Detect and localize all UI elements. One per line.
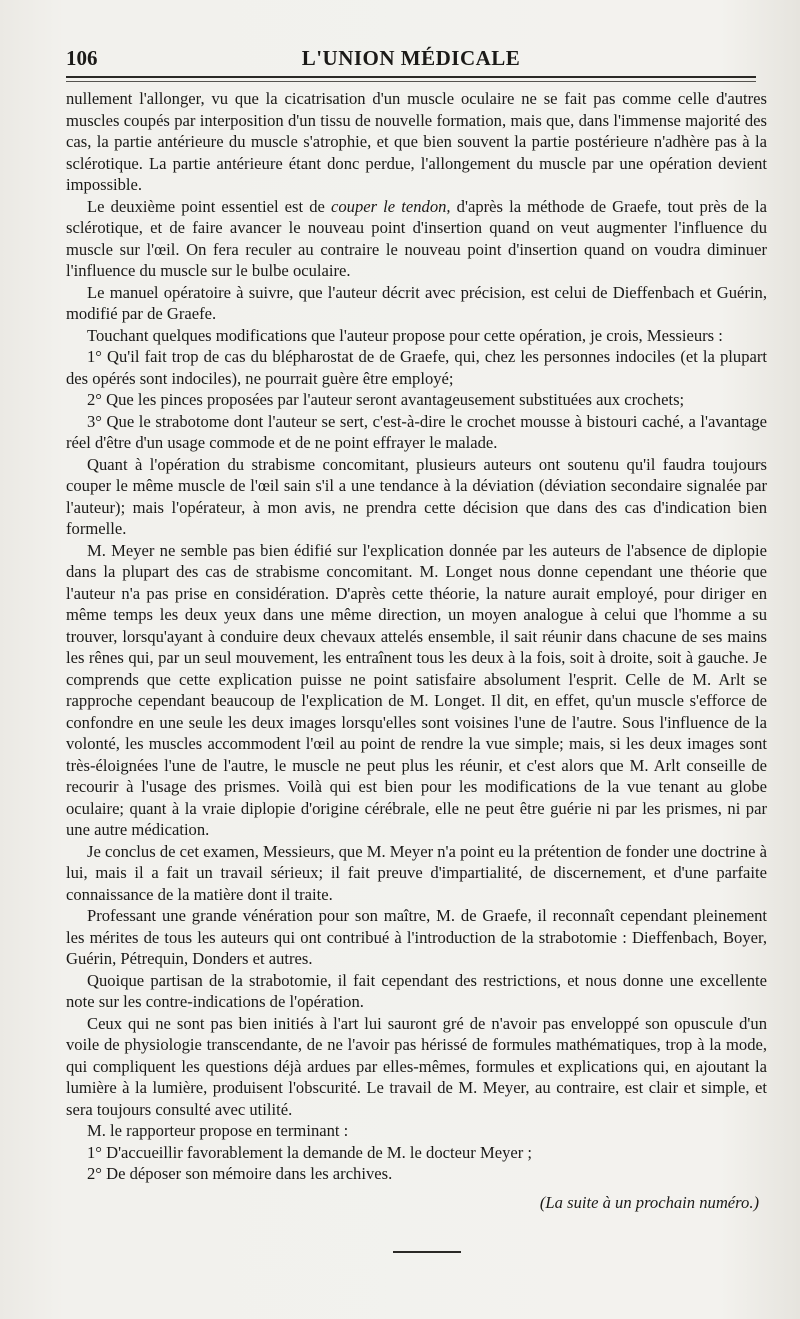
paragraph-text: d'après la méthode de Graefe, tout près de la sclérotique, et de faire avancer le nouveau point d'insertion quand on veut augmenter l'influence du muscle sur l'œil. On fera reculer au contraire le nouveau point d'insertion quand on voudra diminuer l'influence du muscle sur le bulbe oculaire. bbox=[66, 196, 767, 280]
paragraph: Le manuel opératoire à suivre, que l'auteur décrit avec précision, est celui de Dieffenbach et Guérin, modifié par de Graefe. bbox=[66, 282, 767, 323]
header-rule-thin bbox=[66, 81, 756, 82]
paragraph: M. le rapporteur propose en terminant : bbox=[87, 1121, 349, 1140]
list-item: 3° Que le strabotome dont l'auteur se sert, c'est-à-dire le crochet mousse à bistouri caché, a l'avantage réel d'être d'un usage commode et de ne point effrayer le malade. bbox=[66, 411, 767, 452]
paragraph bbox=[66, 196, 767, 282]
list-item: 1° Qu'il fait trop de cas du blépharostat de de Graefe, qui, chez les personnes indociles (et la plupart des opérés sont indociles), ne pourrait guère être employé; bbox=[66, 347, 767, 388]
paragraph-text: Le deuxième point essentiel est de bbox=[87, 196, 331, 216]
paragraph: Je conclus de cet examen, Messieurs, que M. Meyer n'a point eu la prétention de fonder une doctrine à lui, mais il a fait un travail sérieux; il fait preuve d'impartialité, de discernement, et d'une parfaite connaissance de la matière dont il traite. bbox=[66, 841, 767, 904]
emphasis-text: couper le tendon, bbox=[331, 196, 451, 216]
paragraph: Ceux qui ne sont pas bien initiés à l'art lui sauront gré de n'avoir pas enveloppé son opuscule d'un voile de physiologie transcendante, de ne l'avoir pas hérissé de formules mathématiques, trop à la mode, qui compliquent les questions déjà ardues par elles-mêmes, formules et explications qui, en ajoutant la lumière à la lumière, produisent l'obscurité. Le travail de M. Meyer, au contraire, est clair et simple, et sera toujours consulté avec utilité. bbox=[66, 1013, 767, 1119]
page-header bbox=[66, 44, 756, 74]
list-item: 1° D'accueillir favorablement la demande de M. le docteur Meyer ; bbox=[87, 1142, 533, 1162]
list-item: 2° De déposer son mémoire dans les archives. bbox=[87, 1164, 393, 1183]
list-item: 2° Que les pinces proposées par l'auteur seront avantageusement substituées aux crochets; bbox=[87, 390, 685, 409]
paragraph: Touchant quelques modifications que l'auteur propose pour cette opération, je crois, Messieurs : bbox=[87, 325, 723, 345]
footer-rule bbox=[393, 1251, 461, 1253]
paragraph: Quant à l'opération du strabisme concomitant, plusieurs auteurs ont soutenu qu'il faudra toujours couper le même muscle de l'œil sain s'il a une tendance à la déviation (déviation secondaire signalée par l'auteur); mais l'opérateur, à mon avis, ne prendra cette décision que dans des cas d'indication bien formelle. bbox=[66, 454, 767, 538]
running-head: L'UNION MÉDICALE bbox=[301, 46, 521, 70]
continuation-note: (La suite à un prochain numéro.) bbox=[539, 1192, 759, 1212]
paragraph: M. Meyer ne semble pas bien édifié sur l'explication donnée par les auteurs de l'absence de diplopie dans la plupart des cas de strabisme concomitant. M. Longet nous donne cependant une théorie que l'auteur n'a pas prise en considération. D'après cette théorie, la nature aurait employé, pour diriger en même temps les deux yeux dans une même direction, un moyen analogue à celui que l'homme a su trouver, lorsqu'ayant à conduire deux chevaux attelés ensemble, il sait réunir dans chacune de ses mains les rênes qui, par un seul mouvement, les entraînent tous les deux à la fois, soit à droite, soit à gauche. Je comprends que cette explication puisse ne point satisfaire absolument l'esprit. Celle de M. Arlt se rapproche cependant beaucoup de l'explication de M. Longet. Il dit, en effet, qu'un muscle s'efforce de confondre en une seule les deux images lorsqu'elles sont voisines l'une de l'autre. Sous l'influence de la volonté, les muscles accommodent l'œil au point de rendre la vue simple; mais, si les deux images sont très-éloignées l'une de l'autre, le muscle ne peut plus les réunir, et c'est alors que M. Arlt conseille de recourir à l'usage des prismes. Voilà qui est bien pour les modifications de la vue tenant au globe oculaire; quant à la vraie diplopie d'origine cérébrale, elle ne peut être guérie ni par les prismes, ni par une autre médication. bbox=[66, 540, 767, 839]
paragraph: Professant une grande vénération pour son maître, M. de Graefe, il reconnaît cependant pleinement les mérites de tous les auteurs qui ont contribué à l'introduction de la strabotomie : Dieffenbach, Boyer, Guérin, Pétrequin, Donders et autres. bbox=[66, 906, 767, 968]
header-rule bbox=[66, 76, 756, 78]
paragraph: nullement l'allonger, vu que la cicatrisation d'un muscle oculaire ne se fait pas comme celle d'autres muscles coupés par interposition d'un tissu de nouvelle formation, mais que, dans l'immense majorité des cas, la partie antérieure du muscle s'atrophie, et que bien souvent la partie postérieure n'adhère pas à la sclérotique. La partie antérieure étant donc perdue, l'allongement du muscle par une opération devient impossible. bbox=[66, 89, 767, 194]
page-number: 106 bbox=[66, 46, 98, 70]
paragraph: Quoique partisan de la strabotomie, il fait cependant des restrictions, et nous donne une excellente note sur les contre-indications de l'opération. bbox=[66, 970, 767, 1011]
article-body bbox=[66, 88, 767, 1213]
